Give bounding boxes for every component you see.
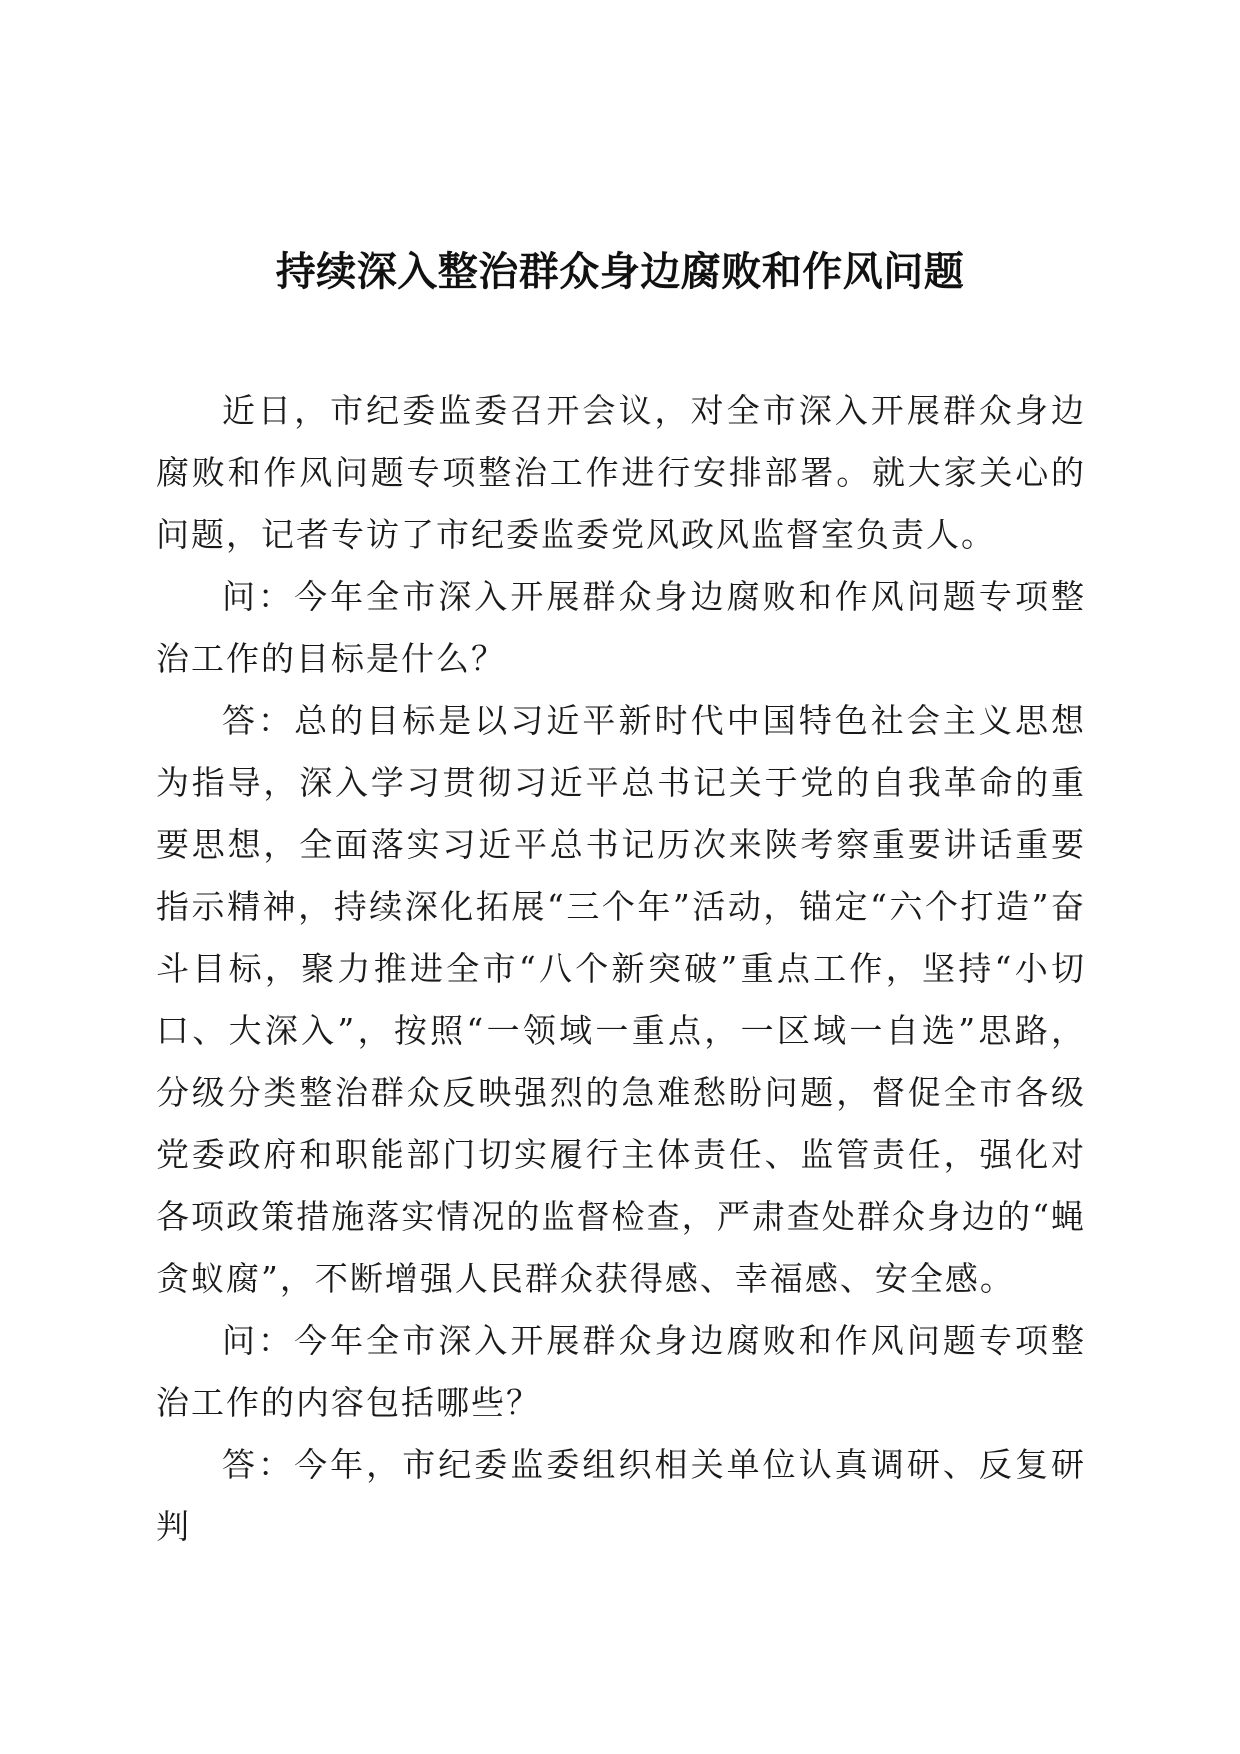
paragraph-question-2: 问：今年全市深入开展群众身边腐败和作风问题专项整治工作的内容包括哪些？ <box>156 1321 1086 1422</box>
document-body <box>156 380 1086 1558</box>
paragraph-answer-2: 答：今年，市纪委监委组织相关单位认真调研、反复研判 <box>156 1445 1086 1546</box>
paragraph-intro: 近日，市纪委监委召开会议，对全市深入开展群众身边腐败和作风问题专项整治工作进行安排部署。就大家关心的问题，记者专访了市纪委监委党风政风监督室负责人。 <box>156 391 1086 554</box>
paragraph-answer-1: 答：总的目标是以习近平新时代中国特色社会主义思想为指导，深入学习贯彻习近平总书记关于党的自我革命的重要思想，全面落实习近平总书记历次来陕考察重要讲话重要指示精神，持续深化拓展“三个年”活动，锚定“六个打造”奋斗目标，聚力推进全市“八个新突破”重点工作，坚持“小切口、大深入”，按照“一领域一重点，一区域一自选”思路，分级分类整治群众反映强烈的急难愁盼问题，督促全市各级党委政府和职能部门切实履行主体责任、监管责任，强化对各项政策措施落实情况的监督检查，严肃查处群众身边的“蝇贪蚁腐”，不断增强人民群众获得感、幸福感、安全感。 <box>156 701 1086 1298</box>
paragraph-question-1: 问：今年全市深入开展群众身边腐败和作风问题专项整治工作的目标是什么？ <box>156 577 1086 678</box>
document-title: 持续深入整治群众身边腐败和作风问题 <box>275 248 965 295</box>
